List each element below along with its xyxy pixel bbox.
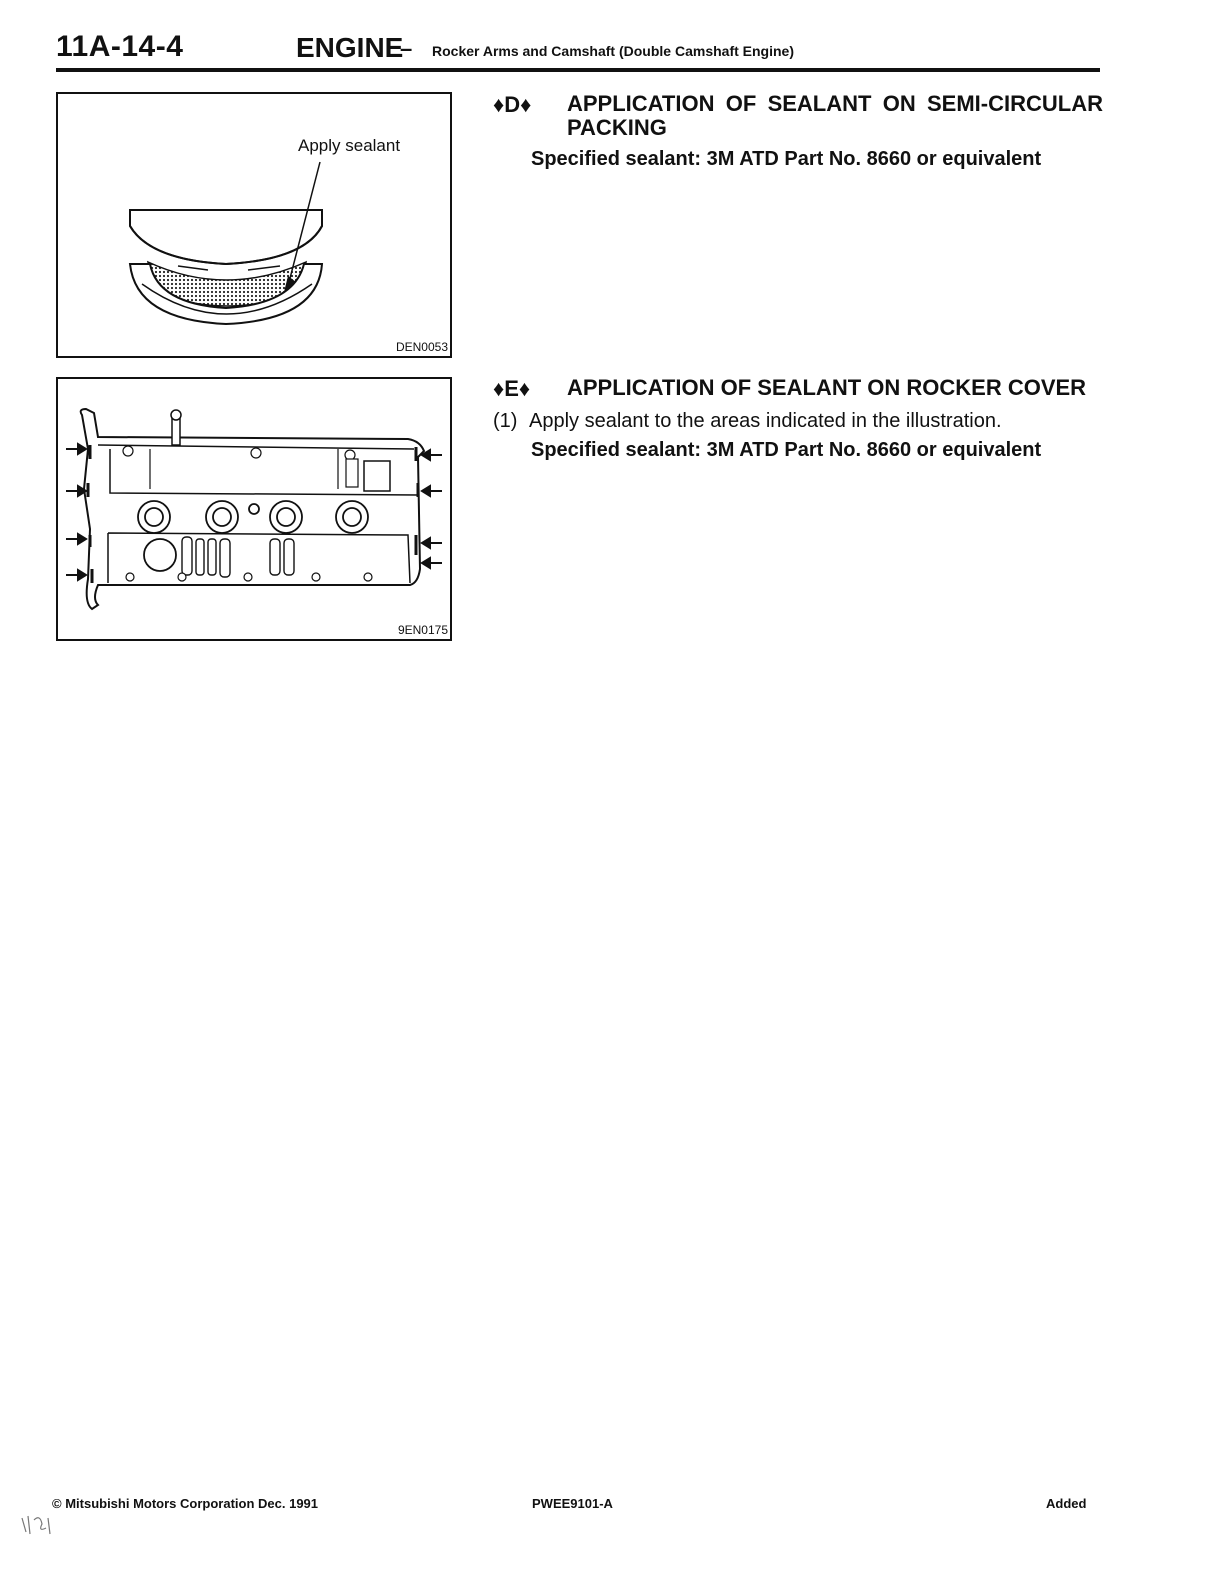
- footer-code: PWEE9101-A: [532, 1496, 613, 1511]
- step-title: APPLICATION OF SEALANT ON SEMI-CIRCULAR PACKING: [567, 91, 1103, 140]
- step-heading: [493, 376, 1103, 402]
- page-number: 11A-14-4: [56, 30, 184, 63]
- step-semi-circular-packing: [493, 92, 1103, 171]
- specified-sealant: Specified sealant: 3M ATD Part No. 8660 or equivalent: [531, 439, 1042, 461]
- step-heading: [493, 92, 1103, 140]
- step-title: APPLICATION OF SEALANT ON ROCKER COVER: [567, 375, 1087, 400]
- step-marker: ♦D♦: [493, 92, 532, 117]
- step-note: [493, 410, 1103, 433]
- header-rule: [56, 68, 1100, 72]
- figure-semi-circular-packing: [56, 92, 452, 358]
- specified-sealant: Specified sealant: 3M ATD Part No. 8660 or equivalent: [531, 148, 1042, 170]
- figure-callout: Apply sealant: [298, 136, 401, 155]
- figure-code: 9EN0175: [397, 623, 448, 637]
- section-dash: –: [400, 36, 413, 61]
- semi-circular-packing-illustration: [58, 94, 450, 356]
- section-title: ENGINE: [296, 32, 404, 63]
- figure-rocker-cover: [56, 377, 452, 641]
- figure-code: DEN0053: [395, 340, 448, 354]
- note-text: Apply sealant to the areas indicated in the illustration.: [529, 410, 1002, 432]
- note-number: (1): [493, 410, 518, 432]
- footer-status: Added: [1046, 1496, 1087, 1511]
- rocker-cover-illustration: [58, 379, 450, 639]
- section-subtitle: Rocker Arms and Camshaft (Double Camshaft Engine): [432, 43, 794, 59]
- footer-copyright: © Mitsubishi Motors Corporation Dec. 1991: [52, 1496, 319, 1511]
- step-marker: ♦E♦: [493, 376, 531, 401]
- handwritten-mark: [20, 1512, 56, 1540]
- step-rocker-cover: [493, 376, 1103, 462]
